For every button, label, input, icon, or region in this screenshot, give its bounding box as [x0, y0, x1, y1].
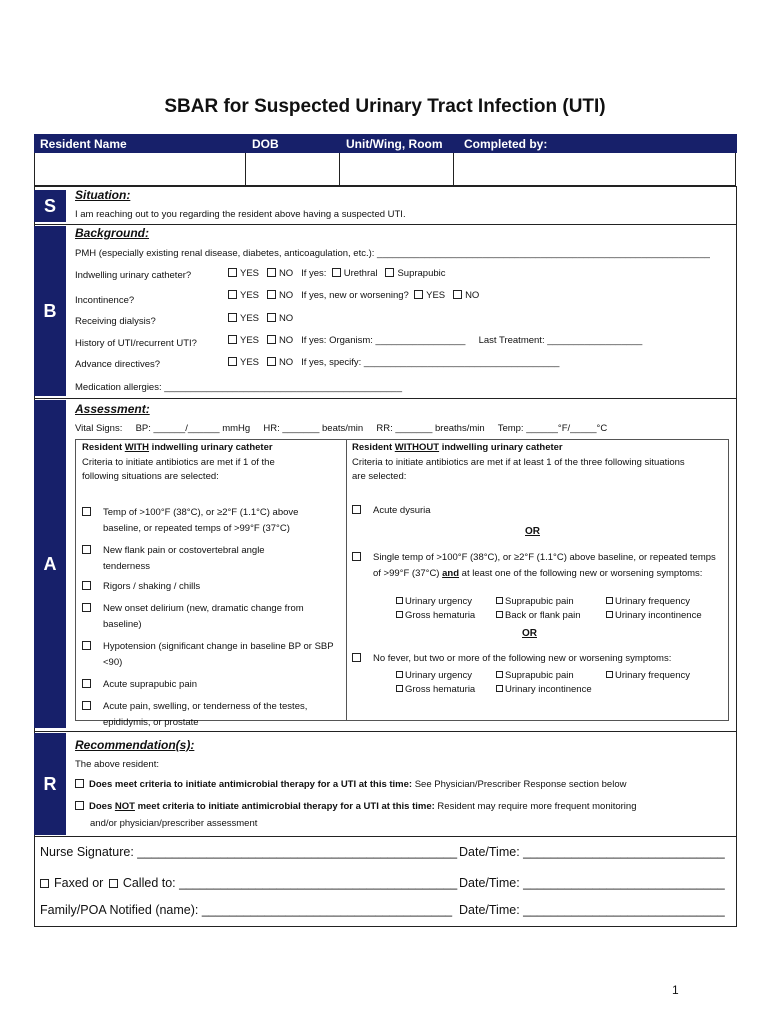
- page-number: 1: [672, 983, 679, 997]
- page-title: SBAR for Suspected Urinary Tract Infection (UTI): [164, 96, 606, 117]
- symptom-option[interactable]: Urinary urgency: [396, 670, 472, 681]
- catheter-options: YES NO If yes: Urethral Suprapubic: [228, 268, 446, 279]
- checkbox[interactable]: [228, 335, 237, 344]
- symptom-option[interactable]: Suprapubic pain: [496, 596, 574, 607]
- with-catheter-list: [82, 505, 334, 731]
- criteria-divider: [346, 440, 347, 721]
- criteria-item: Temp of >100°F (38°C), or ≥2°F (1.1°C) above baseline, or repeated temps of >99°F (37°C): [82, 505, 334, 537]
- symptom-option[interactable]: Back or flank pain: [496, 610, 581, 621]
- checkbox[interactable]: [352, 552, 361, 561]
- uti-history-label: History of UTI/recurrent UTI?: [75, 338, 197, 349]
- checkbox[interactable]: [332, 268, 341, 277]
- without-catheter-heading: Resident WITHOUT indwelling urinary catheter: [352, 442, 563, 453]
- checkbox[interactable]: [352, 653, 361, 662]
- checkbox[interactable]: [267, 335, 276, 344]
- checkbox[interactable]: [75, 779, 84, 788]
- section-divider: [34, 836, 737, 837]
- checkbox[interactable]: [82, 507, 91, 516]
- situation-title: Situation:: [75, 188, 131, 202]
- criteria-item: New flank pain or costovertebral angle tenderness: [82, 543, 334, 575]
- checkbox[interactable]: [82, 679, 91, 688]
- assessment-title: Assessment:: [75, 402, 150, 416]
- checkbox[interactable]: [267, 313, 276, 322]
- directives-label: Advance directives?: [75, 359, 161, 370]
- checkbox[interactable]: [82, 641, 91, 650]
- criteria-item: New onset delirium (new, dramatic change from baseline): [82, 601, 334, 633]
- resident-name-field[interactable]: [35, 153, 245, 185]
- does-meet-option: Does meet criteria to initiate antimicrobial therapy for a UTI at this time: See Physician/Prescriber Response section below: [75, 779, 626, 790]
- vital-signs-line: Vital Signs: BP: ______/______ mmHg HR: _______ beats/min RR: _______ breaths/min Temp: ______°F/_____°C: [75, 423, 608, 434]
- called-to-field[interactable]: Called to: ________________________________________: [122, 876, 458, 890]
- symptom-grid: [396, 670, 726, 698]
- incontinence-label: Incontinence?: [75, 295, 135, 306]
- completed-by-field[interactable]: [454, 153, 736, 185]
- recommendation-title: Recommendation(s):: [75, 738, 195, 752]
- uti-history-options: YES NO If yes: Organism: _________________ Last Treatment: __________________: [228, 335, 642, 346]
- checkbox[interactable]: [82, 603, 91, 612]
- called-datetime-line[interactable]: Date/Time: _____________________________: [459, 876, 725, 890]
- checkbox[interactable]: [228, 357, 237, 366]
- symptom-option[interactable]: Urinary frequency: [606, 596, 690, 607]
- section-divider: [34, 398, 737, 399]
- family-notified-line[interactable]: Family/POA Notified (name): ____________________________________: [40, 903, 453, 917]
- with-catheter-heading: Resident WITH indwelling urinary catheter: [82, 442, 273, 453]
- recommendation-intro: The above resident:: [75, 759, 159, 770]
- assessment-letter: A: [34, 400, 66, 728]
- criteria-item: Acute pain, swelling, or tenderness of the testes, epididymis, or prostate: [82, 699, 334, 731]
- symptom-option[interactable]: Urinary urgency: [396, 596, 472, 607]
- symptom-option[interactable]: Urinary incontinence: [606, 610, 702, 621]
- called-checkbox[interactable]: [109, 879, 118, 888]
- section-divider: [34, 224, 737, 225]
- criteria-item: Rigors / shaking / chills: [82, 579, 334, 595]
- unit-field[interactable]: [340, 153, 453, 185]
- without-catheter-criteria: Criteria to initiate antibiotics are met if at least 1 of the three following situations are selected:: [352, 457, 685, 482]
- directives-options: YES NO If yes, specify: _____________________________________: [228, 357, 559, 368]
- family-datetime-line[interactable]: Date/Time: _____________________________: [459, 903, 725, 917]
- completed-by-header: Completed by:: [464, 137, 548, 151]
- with-catheter-criteria: Criteria to initiate antibiotics are met if 1 of the following situations are selected:: [82, 457, 275, 482]
- no-fever-item: No fever, but two or more of the following new or worsening symptoms:: [352, 653, 671, 664]
- checkbox[interactable]: [228, 313, 237, 322]
- checkbox[interactable]: [385, 268, 394, 277]
- dialysis-options: YES NO: [228, 313, 293, 324]
- situation-text: I am reaching out to you regarding the resident above having a suspected UTI.: [75, 209, 406, 220]
- checkbox[interactable]: [82, 581, 91, 590]
- dob-header: DOB: [252, 137, 279, 151]
- or-divider: OR: [525, 526, 540, 537]
- checkbox[interactable]: [453, 290, 462, 299]
- checkbox[interactable]: [228, 268, 237, 277]
- faxed-checkbox[interactable]: [40, 879, 49, 888]
- dialysis-label: Receiving dialysis?: [75, 316, 156, 327]
- allergies-line: Medication allergies: _____________________________________________: [75, 382, 402, 393]
- checkbox[interactable]: [267, 268, 276, 277]
- acute-dysuria-item: Acute dysuria: [352, 505, 431, 516]
- criteria-item: Hypotension (significant change in baseline BP or SBP <90): [82, 639, 334, 671]
- checkbox[interactable]: [82, 545, 91, 554]
- background-letter: B: [34, 226, 66, 396]
- nurse-datetime-line[interactable]: Date/Time: _____________________________: [459, 845, 725, 859]
- symptom-option[interactable]: Urinary frequency: [606, 670, 690, 681]
- symptom-option[interactable]: Gross hematuria: [396, 684, 475, 695]
- situation-letter: S: [34, 190, 66, 222]
- recommendation-letter: R: [34, 733, 66, 835]
- section-divider: [34, 731, 737, 732]
- background-title: Background:: [75, 226, 150, 240]
- does-not-meet-option: Does NOT meet criteria to initiate antimicrobial therapy for a UTI at this time: Resident may require more frequent monitoring: [75, 801, 637, 812]
- single-temp-item: Single temp of >100°F (38°C), or ≥2°F (1.1°C) above baseline, or repeated temps of >99°F (37°C) and at least one of the following new or worsening symptoms:: [352, 550, 722, 582]
- does-not-meet-continuation: and/or physician/prescriber assessment: [90, 818, 258, 829]
- checkbox[interactable]: [267, 357, 276, 366]
- checkbox[interactable]: [75, 801, 84, 810]
- checkbox[interactable]: [352, 505, 361, 514]
- unit-header: Unit/Wing, Room: [346, 137, 443, 151]
- symptom-option[interactable]: Gross hematuria: [396, 610, 475, 621]
- header-bar: [34, 134, 737, 153]
- symptom-grid: [396, 596, 726, 624]
- resident-name-header: Resident Name: [40, 137, 127, 151]
- symptom-option[interactable]: Urinary incontinence: [496, 684, 592, 695]
- checkbox[interactable]: [228, 290, 237, 299]
- incontinence-options: YES NO If yes, new or worsening? YES NO: [228, 290, 479, 301]
- catheter-label: Indwelling urinary catheter?: [75, 270, 192, 281]
- or-divider: OR: [522, 628, 537, 639]
- pmh-line: PMH (especially existing renal disease, diabetes, anticoagulation, etc.): _______________________________________________________________: [75, 248, 710, 259]
- faxed-called-line: Faxed or Called to: ________________________________________: [40, 876, 457, 890]
- symptom-option[interactable]: Suprapubic pain: [496, 670, 574, 681]
- resident-info-row: [34, 153, 736, 186]
- dob-field[interactable]: [246, 153, 339, 185]
- checkbox[interactable]: [414, 290, 423, 299]
- checkbox[interactable]: [267, 290, 276, 299]
- nurse-signature-line[interactable]: Nurse Signature: ______________________________________________: [40, 845, 458, 859]
- checkbox[interactable]: [82, 701, 91, 710]
- criteria-item: Acute suprapubic pain: [82, 677, 334, 693]
